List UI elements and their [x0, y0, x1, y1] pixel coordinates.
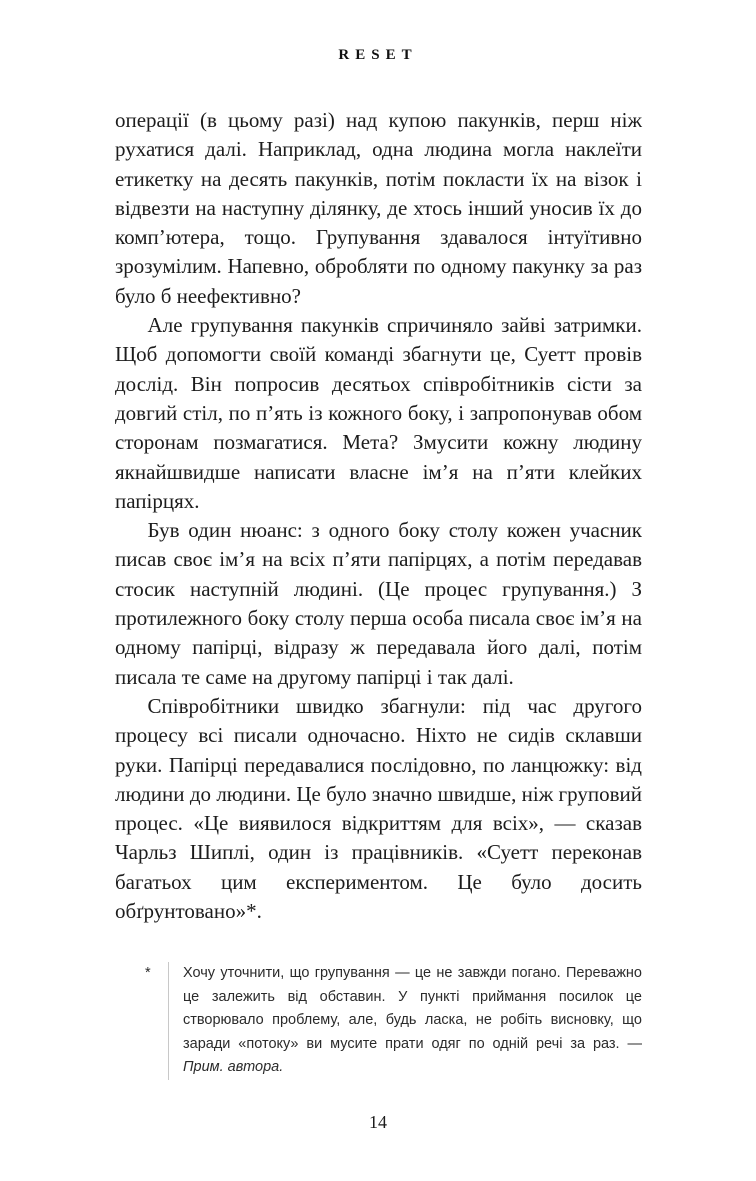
paragraph-4: Співробітники швидко збагнули: під час другого процесу всі писали одночасно. Ніхто не сидів склавши руки. Папірці передавалися послідовно, по ланцюжку: від людини до людини. Це було значно швидше, ніж груповий процес. «Це виявилося відкриттям для всіх», — сказав Чарльз Шиплі, один із працівників. «Суетт переконав багатьох цим експериментом. Це було досить обґрунтовано»*.	[115, 693, 642, 924]
footnote-text	[168, 962, 642, 1080]
footnote-marker: *	[145, 965, 151, 981]
body-text	[115, 106, 642, 926]
footnote-attribution: Прим. автора.	[183, 1059, 284, 1075]
footnote	[115, 962, 642, 1080]
paragraph-1: операції (в цьому разі) над купою пакунків, перш ніж рухатися далі. Наприклад, одна людина могла наклеїти етикетку на десять пакунків, потім покласти їх на візок і відвезти на наступну ділянку, де хтось інший уносив їх до комп’ютера, тощо. Групування здавалося інтуїтивно зрозумілим. Напевно, обробляти по одному пакунку за раз було б неефективно?	[115, 108, 642, 308]
page-number: 14	[369, 1112, 387, 1132]
paragraph-2: Але групування пакунків спричиняло зайві затримки. Щоб допомогти своїй команді збагнути це, Суетт провів дослід. Він попросив десятьох співробітників сісти за довгий стіл, по п’ять із кожного боку, і запропонував обом сторонам позмагатися. Мета? Змусити кожну людину якнайшвидше написати власне ім’я на п’яти клейких папірцях.	[115, 313, 642, 513]
footnote-body: Хочу уточнити, що групування — це не завжди погано. Переважно це залежить від обставин. У пункті приймання посилок це створювало проблему, але, будь ласка, не робіть висновку, що заради «потоку» ви мусите прати одяг по одній речі за раз. —	[183, 965, 642, 1052]
running-head: RESET	[338, 47, 418, 63]
paragraph-3: Був один нюанс: з одного боку столу кожен учасник писав своє ім’я на всіх п’яти папірцях, а потім передавав стосик наступній людині. (Це процес групування.) З протилежного боку столу перша особа писала своє ім’я на одному папірці, відразу ж передавала його далі, потім писала те саме на другому папірці і так далі.	[115, 518, 642, 689]
